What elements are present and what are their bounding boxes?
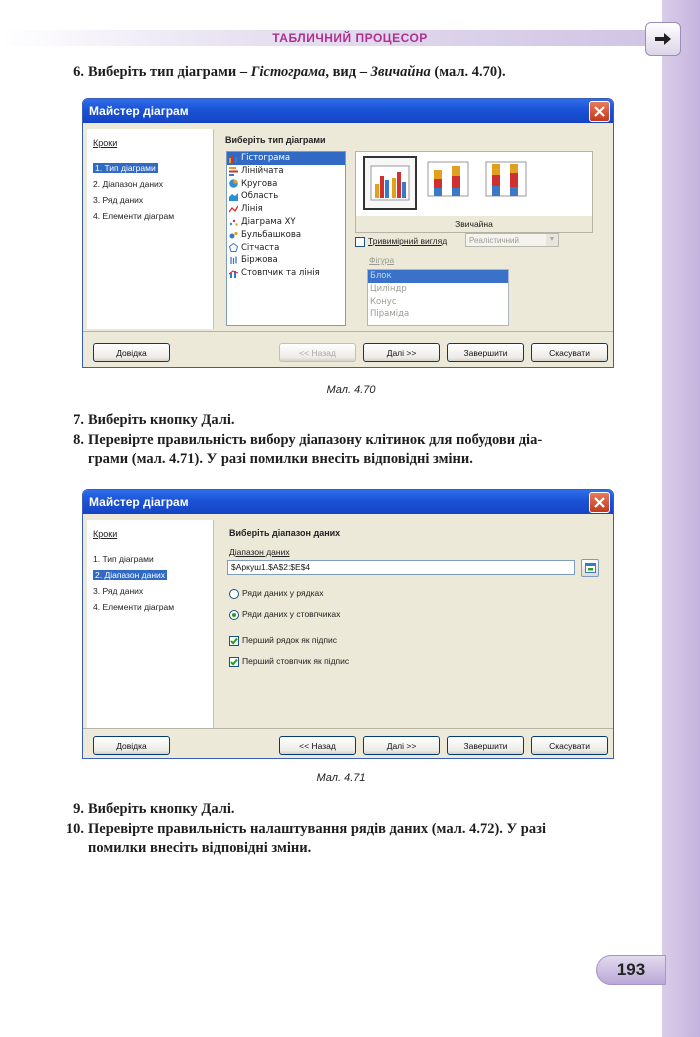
shape-label: Фігура: [369, 255, 395, 265]
section-title: Виберіть діапазон даних: [229, 528, 341, 538]
shape-item[interactable]: Блок: [368, 270, 508, 283]
chart-wizard-dialog-range: [82, 489, 614, 759]
chart-type-item[interactable]: Сітчаста: [227, 242, 345, 255]
three-d-select[interactable]: Реалістичний ▼: [465, 233, 559, 247]
dialog-titlebar: [83, 490, 613, 514]
steps-pane: [87, 520, 214, 728]
bar-chart-icon: [229, 154, 238, 163]
divider: [83, 331, 613, 332]
chart-type-item[interactable]: Область: [227, 190, 345, 203]
step-item-type[interactable]: 1. Тип діаграми: [95, 163, 156, 173]
variant-gallery: [355, 151, 593, 233]
step-8: 8. Перевірте правильність вибору діапазону клітинок для побудови діа- грами (мал. 4.71). У разі помилки внесіть відповідні зміни.: [73, 432, 543, 467]
chart-type-list[interactable]: [226, 151, 346, 326]
figure-caption-470: Мал. 4.70: [326, 384, 376, 396]
line-chart-icon: [229, 205, 238, 214]
stock-chart-icon: [229, 256, 238, 265]
help-button[interactable]: Довідка: [93, 343, 170, 362]
range-input[interactable]: $Аркуш1.$A$2:$E$4: [227, 560, 575, 575]
checkbox-first-row[interactable]: Перший рядок як підпис: [229, 635, 337, 646]
figure-caption-471: Мал. 4.71: [316, 772, 366, 784]
finish-button[interactable]: Завершити: [447, 736, 524, 755]
steps-header: Кроки: [93, 138, 118, 148]
variant-label: Звичайна: [356, 216, 592, 232]
steps-header: Кроки: [93, 529, 118, 539]
shape-item[interactable]: Конус: [370, 296, 397, 307]
steps-pane: [87, 129, 214, 329]
chart-type-item[interactable]: Кругова: [227, 178, 345, 191]
step-item-range[interactable]: 2. Діапазон даних: [95, 570, 166, 580]
next-button[interactable]: Далі >>: [363, 343, 440, 362]
chart-type-item[interactable]: Гістограма: [227, 152, 345, 165]
step-item-elements[interactable]: 4. Елементи діаграм: [93, 211, 175, 221]
variant-normal[interactable]: [363, 156, 417, 210]
xy-chart-icon: [229, 218, 238, 227]
step-item-elements[interactable]: 4. Елементи діаграм: [93, 602, 175, 612]
finish-button[interactable]: Завершити: [447, 343, 524, 362]
chart-type-item[interactable]: Біржова: [227, 254, 345, 267]
chart-type-item[interactable]: Діаграма XY: [227, 216, 345, 229]
divider: [83, 728, 613, 729]
back-button[interactable]: << Назад: [279, 343, 356, 362]
page-header-title: ТАБЛИЧНИЙ ПРОЦЕСОР: [272, 31, 428, 45]
step-9: 9. Виберіть кнопку Далі.: [73, 801, 235, 817]
column-line-icon: [229, 269, 238, 278]
radio[interactable]: [229, 589, 239, 599]
radio-series-rows[interactable]: Ряди даних у рядках: [229, 588, 324, 599]
close-icon[interactable]: [589, 492, 610, 513]
step-7: 7. Виберіть кнопку Далі.: [73, 412, 235, 428]
step-item-series[interactable]: 3. Ряд даних: [93, 195, 144, 205]
close-icon[interactable]: [589, 101, 610, 122]
section-title: Виберіть тип діаграми: [225, 135, 326, 145]
bubble-chart-icon: [229, 231, 238, 240]
dialog-titlebar: [83, 99, 613, 123]
chart-type-item[interactable]: Лінія: [227, 203, 345, 216]
checkbox[interactable]: [229, 657, 239, 667]
radio-series-columns[interactable]: Ряди даних у стовпчиках: [229, 609, 340, 620]
variant-stacked[interactable]: [424, 158, 472, 204]
chart-wizard-dialog-type: [82, 98, 614, 368]
chevron-down-icon: ▼: [546, 234, 558, 246]
step-item-type[interactable]: 1. Тип діаграми: [93, 554, 154, 564]
radio[interactable]: [229, 610, 239, 620]
help-button[interactable]: Довідка: [93, 736, 170, 755]
checkbox-first-column[interactable]: Перший стовпчик як підпис: [229, 656, 349, 667]
cancel-button[interactable]: Скасувати: [531, 343, 608, 362]
area-chart-icon: [229, 192, 238, 201]
three-d-checkbox[interactable]: Тривимірний вигляд: [355, 236, 447, 247]
variant-percent[interactable]: [482, 158, 530, 204]
chart-type-item[interactable]: Лінійчата: [227, 165, 345, 178]
shape-item[interactable]: Піраміда: [370, 309, 410, 320]
step-10: 10. Перевірте правильність налаштування рядів даних (мал. 4.72). У разі помилки внесіть відповідні зміни.: [65, 821, 546, 856]
step-6: 6. Виберіть тип діаграми – Гістограма, вид – Звичайна (мал. 4.70).: [73, 64, 506, 80]
shape-item[interactable]: Циліндр: [370, 283, 407, 294]
shrink-range-icon[interactable]: [581, 559, 599, 577]
checkbox[interactable]: [229, 636, 239, 646]
shape-list[interactable]: [367, 269, 509, 326]
checkbox[interactable]: [355, 237, 365, 247]
cancel-button[interactable]: Скасувати: [531, 736, 608, 755]
dialog-title: Майстер діаграм: [89, 104, 189, 118]
range-label: Діапазон даних: [229, 547, 290, 557]
dialog-title: Майстер діаграм: [89, 495, 189, 509]
page-number: 193: [596, 955, 666, 985]
pie-chart-icon: [229, 179, 238, 188]
next-button[interactable]: Далі >>: [363, 736, 440, 755]
step-item-range[interactable]: 2. Діапазон даних: [93, 179, 164, 189]
chart-type-item[interactable]: Стовпчик та лінія: [227, 267, 345, 280]
side-strip: [662, 0, 700, 1037]
back-button[interactable]: << Назад: [279, 736, 356, 755]
horizontal-bar-icon: [229, 167, 238, 176]
step-item-series[interactable]: 3. Ряд даних: [93, 586, 144, 596]
next-page-arrow-icon[interactable]: [645, 22, 681, 56]
net-chart-icon: [229, 243, 238, 252]
chart-type-item[interactable]: Бульбашкова: [227, 229, 345, 242]
